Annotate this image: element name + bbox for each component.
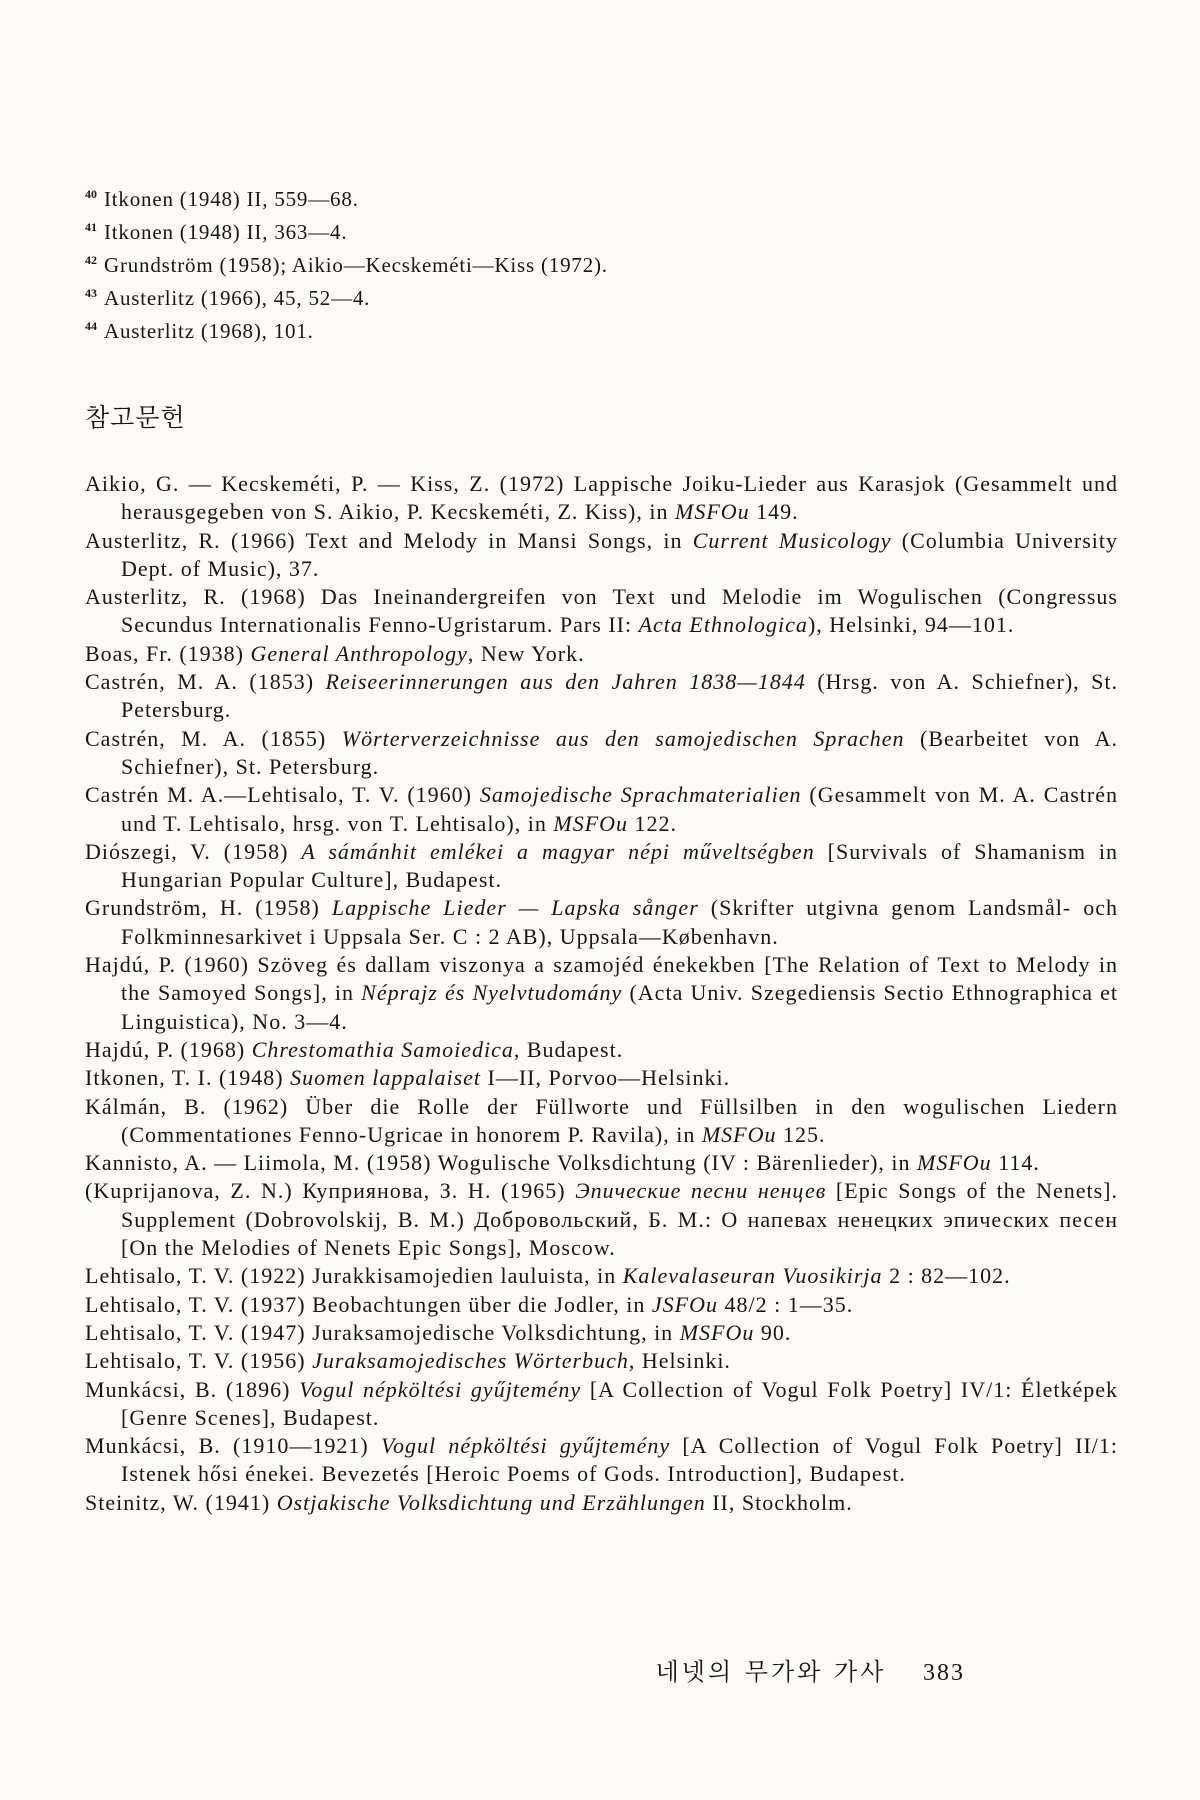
reference-text: (Kuprijanova, Z. N.) Куприянова, З. Н. (1965) xyxy=(85,1178,576,1204)
reference-text: 114. xyxy=(991,1150,1040,1176)
reference-title-italic: Reiseerinnerungen aus den Jahren 1838—1844 xyxy=(325,669,806,695)
footnote-line xyxy=(85,180,1130,213)
reference-text: Boas, Fr. (1938) xyxy=(85,640,251,666)
footnote-number: 44 xyxy=(85,319,97,333)
footnote-number: 42 xyxy=(85,253,97,267)
reference-text: , Budapest. xyxy=(513,1036,624,1062)
reference-text: ), Helsinki, 94—101. xyxy=(807,612,1015,638)
reference-text: 149. xyxy=(749,499,799,525)
reference-title-italic: JSFOu xyxy=(651,1291,718,1317)
footnote-block xyxy=(85,180,1130,345)
reference-text: Austerlitz, R. (1966) Text and Melody in Mansi Songs, in xyxy=(85,527,693,553)
footnote-line xyxy=(85,213,1130,246)
footer-running-title: 네넷의 무가와 가사 xyxy=(655,1658,887,1686)
page-number: 383 xyxy=(923,1660,965,1686)
footnote-text: Grundström (1958); Aikio—Kecskeméti—Kiss (1972). xyxy=(104,253,608,277)
reference-text: Hajdú, P. (1960) Szöveg és dallam viszonya a szamojéd énekekben [The Relation of Text to Melody in the Samoyed Songs], in xyxy=(85,952,1118,1006)
footnote-text: Austerlitz (1968), 101. xyxy=(104,319,314,343)
reference-text: Munkácsi, B. (1910—1921) xyxy=(85,1433,382,1459)
reference-text: [A Collection of Vogul Folk Poetry] II/1: Istenek hősi énekei. Bevezetés [Heroic Poems of Gods. Introduction], Budapest. xyxy=(121,1433,1118,1487)
footnote-text: Itkonen (1948) II, 559—68. xyxy=(104,187,359,211)
reference-entry xyxy=(85,951,1118,1036)
footnote-number: 41 xyxy=(85,220,97,234)
reference-entry xyxy=(85,1177,1118,1262)
reference-title-italic: MSFOu xyxy=(701,1121,777,1147)
reference-title-italic: MSFOu xyxy=(917,1150,992,1176)
reference-text: Austerlitz, R. (1968) Das Ineinandergreifen von Text und Melodie im Wogulischen (Congressus Secundus Internationalis Fenno-Ugristarum. Pars II: xyxy=(85,584,1118,638)
reference-text: Aikio, G. — Kecskeméti, P. — Kiss, Z. (1972) Lappische Joiku-Lieder aus Karasjok (Gesammelt und herausgegeben von S. Aikio, P. Kecskeméti, Z. Kiss), in xyxy=(85,471,1118,525)
reference-text: (Bearbeitet von A. Schiefner), St. Petersburg. xyxy=(121,725,1118,779)
reference-entry xyxy=(85,1347,1118,1375)
page-footer xyxy=(656,1652,965,1687)
reference-text: Itkonen, T. I. (1948) xyxy=(85,1065,291,1091)
reference-text: I—II, Porvoo—Helsinki. xyxy=(481,1065,731,1091)
reference-title-italic: General Anthropology xyxy=(250,640,468,666)
reference-list xyxy=(85,470,1118,1517)
reference-entry xyxy=(85,470,1118,527)
reference-title-italic: Wörterverzeichnisse aus den samojedischen Sprachen xyxy=(341,725,905,751)
reference-entry xyxy=(85,583,1118,640)
reference-text: 125. xyxy=(776,1121,826,1147)
reference-text: Hajdú, P. (1968) xyxy=(85,1036,252,1062)
reference-entry xyxy=(85,838,1118,895)
reference-title-italic: Chrestomathia Samoiedica xyxy=(251,1036,514,1062)
reference-entry xyxy=(85,1319,1118,1347)
reference-title-italic: Lappische Lieder — Lapska sånger xyxy=(331,895,699,921)
reference-text: (Skrifter utgivna genom Landsmål- och Folkminnesarkivet i Uppsala Ser. C : 2 AB), Uppsala—København. xyxy=(121,895,1118,949)
footnote-text: Austerlitz (1966), 45, 52—4. xyxy=(104,286,371,310)
reference-title-italic: Néprajz és Nyelvtudomány xyxy=(361,980,623,1006)
footnote-number: 43 xyxy=(85,286,97,300)
reference-text: (Acta Univ. Szegediensis Sectio Ethnographica et Linguistica), No. 3—4. xyxy=(121,980,1118,1034)
reference-text: Kannisto, A. — Liimola, M. (1958) Wogulische Volksdichtung (IV : Bärenlieder), in xyxy=(85,1150,918,1176)
reference-text: Castrén M. A.—Lehtisalo, T. V. (1960) xyxy=(85,782,480,808)
reference-text: [Survivals of Shamanism in Hungarian Popular Culture], Budapest. xyxy=(121,838,1119,893)
reference-text: 122. xyxy=(628,810,678,836)
reference-title-italic: A sámánhit emlékei a magyar népi műveltségben xyxy=(301,838,815,864)
reference-entry xyxy=(85,1262,1118,1290)
reference-title-italic: Vogul népköltési gyűjtemény xyxy=(299,1376,582,1402)
reference-text: [A Collection of Vogul Folk Poetry] IV/1: Életképek [Genre Scenes], Budapest. xyxy=(121,1376,1118,1430)
reference-title-italic: MSFOu xyxy=(679,1319,755,1345)
reference-entry xyxy=(85,1432,1118,1489)
reference-title-italic: Эпические песни ненцев xyxy=(575,1178,827,1204)
reference-entry xyxy=(85,1149,1118,1177)
reference-entry xyxy=(85,1291,1118,1319)
references-heading: 참고문헌 xyxy=(85,403,186,432)
reference-text: , Helsinki. xyxy=(628,1348,731,1374)
reference-entry xyxy=(85,640,1118,668)
reference-title-italic: Juraksamojedisches Wörterbuch xyxy=(312,1348,629,1374)
reference-text: Kálmán, B. (1962) Über die Rolle der Füllworte und Füllsilben in den wogulischen Liedern (Commentationes Fenno-Ugricae in honorem P. Ravila), in xyxy=(85,1093,1118,1147)
reference-text: Lehtisalo, T. V. (1947) Juraksamojedische Volksdichtung, in xyxy=(85,1319,680,1345)
reference-text: Grundström, H. (1958) xyxy=(85,895,332,921)
reference-text: 2 : 82—102. xyxy=(882,1263,1011,1289)
reference-entry xyxy=(85,1064,1118,1092)
reference-title-italic: Samojedische Sprachmaterialien xyxy=(479,782,802,808)
reference-entry xyxy=(85,668,1118,725)
reference-text: Steinitz, W. (1941) xyxy=(85,1489,277,1515)
reference-entry xyxy=(85,1093,1118,1150)
reference-title-italic: Ostjakische Volksdichtung und Erzählungen xyxy=(276,1489,706,1515)
footnote-text: Itkonen (1948) II, 363—4. xyxy=(104,220,348,244)
reference-text: II, Stockholm. xyxy=(705,1489,853,1515)
reference-title-italic: Kalevalaseuran Vuosikirja xyxy=(622,1263,883,1289)
reference-text: Lehtisalo, T. V. (1937) Beobachtungen über die Jodler, in xyxy=(85,1291,652,1317)
reference-title-italic: Current Musicology xyxy=(692,527,892,553)
footnote-number: 40 xyxy=(85,187,97,201)
footnote-line xyxy=(85,279,1130,312)
reference-title-italic: Vogul népköltési gyűjtemény xyxy=(381,1433,671,1459)
reference-entry xyxy=(85,1489,1118,1517)
reference-title-italic: MSFOu xyxy=(553,810,629,836)
reference-text: 48/2 : 1—35. xyxy=(717,1291,854,1317)
reference-entry xyxy=(85,1036,1118,1064)
reference-text: , New York. xyxy=(467,640,585,666)
reference-text: (Hrsg. von A. Schiefner), St. Petersburg. xyxy=(121,669,1118,723)
reference-title-italic: MSFOu xyxy=(675,499,750,525)
reference-text: Diószegi, V. (1958) xyxy=(85,838,302,864)
reference-text: Castrén, M. A. (1853) xyxy=(85,669,326,695)
footnote-line xyxy=(85,246,1130,279)
reference-text: 90. xyxy=(754,1319,792,1345)
reference-text: (Columbia University Dept. of Music), 37. xyxy=(121,527,1119,581)
reference-text: Lehtisalo, T. V. (1922) Jurakkisamojedien lauluista, in xyxy=(85,1263,623,1289)
reference-text: (Gesammelt von M. A. Castrén und T. Lehtisalo, hrsg. von T. Lehtisalo), in xyxy=(121,782,1118,836)
reference-entry xyxy=(85,527,1118,584)
reference-entry xyxy=(85,781,1118,838)
reference-title-italic: Acta Ethnologica xyxy=(638,612,808,638)
reference-text: Castrén, M. A. (1855) xyxy=(85,725,342,751)
reference-title-italic: Suomen lappalaiset xyxy=(290,1065,482,1091)
reference-entry xyxy=(85,725,1118,782)
reference-text: Lehtisalo, T. V. (1956) xyxy=(85,1348,313,1374)
reference-text: Munkácsi, B. (1896) xyxy=(85,1376,300,1402)
reference-entry xyxy=(85,894,1118,951)
footnote-line xyxy=(85,312,1130,345)
reference-entry xyxy=(85,1376,1118,1433)
reference-text: [Epic Songs of the Nenets]. Supplement (Dobrovolskij, B. M.) Добровольский, Б. М.: О напевах ненецких эпических песен [On the Melodies of Nenets Epic Songs], Moscow. xyxy=(121,1178,1118,1261)
